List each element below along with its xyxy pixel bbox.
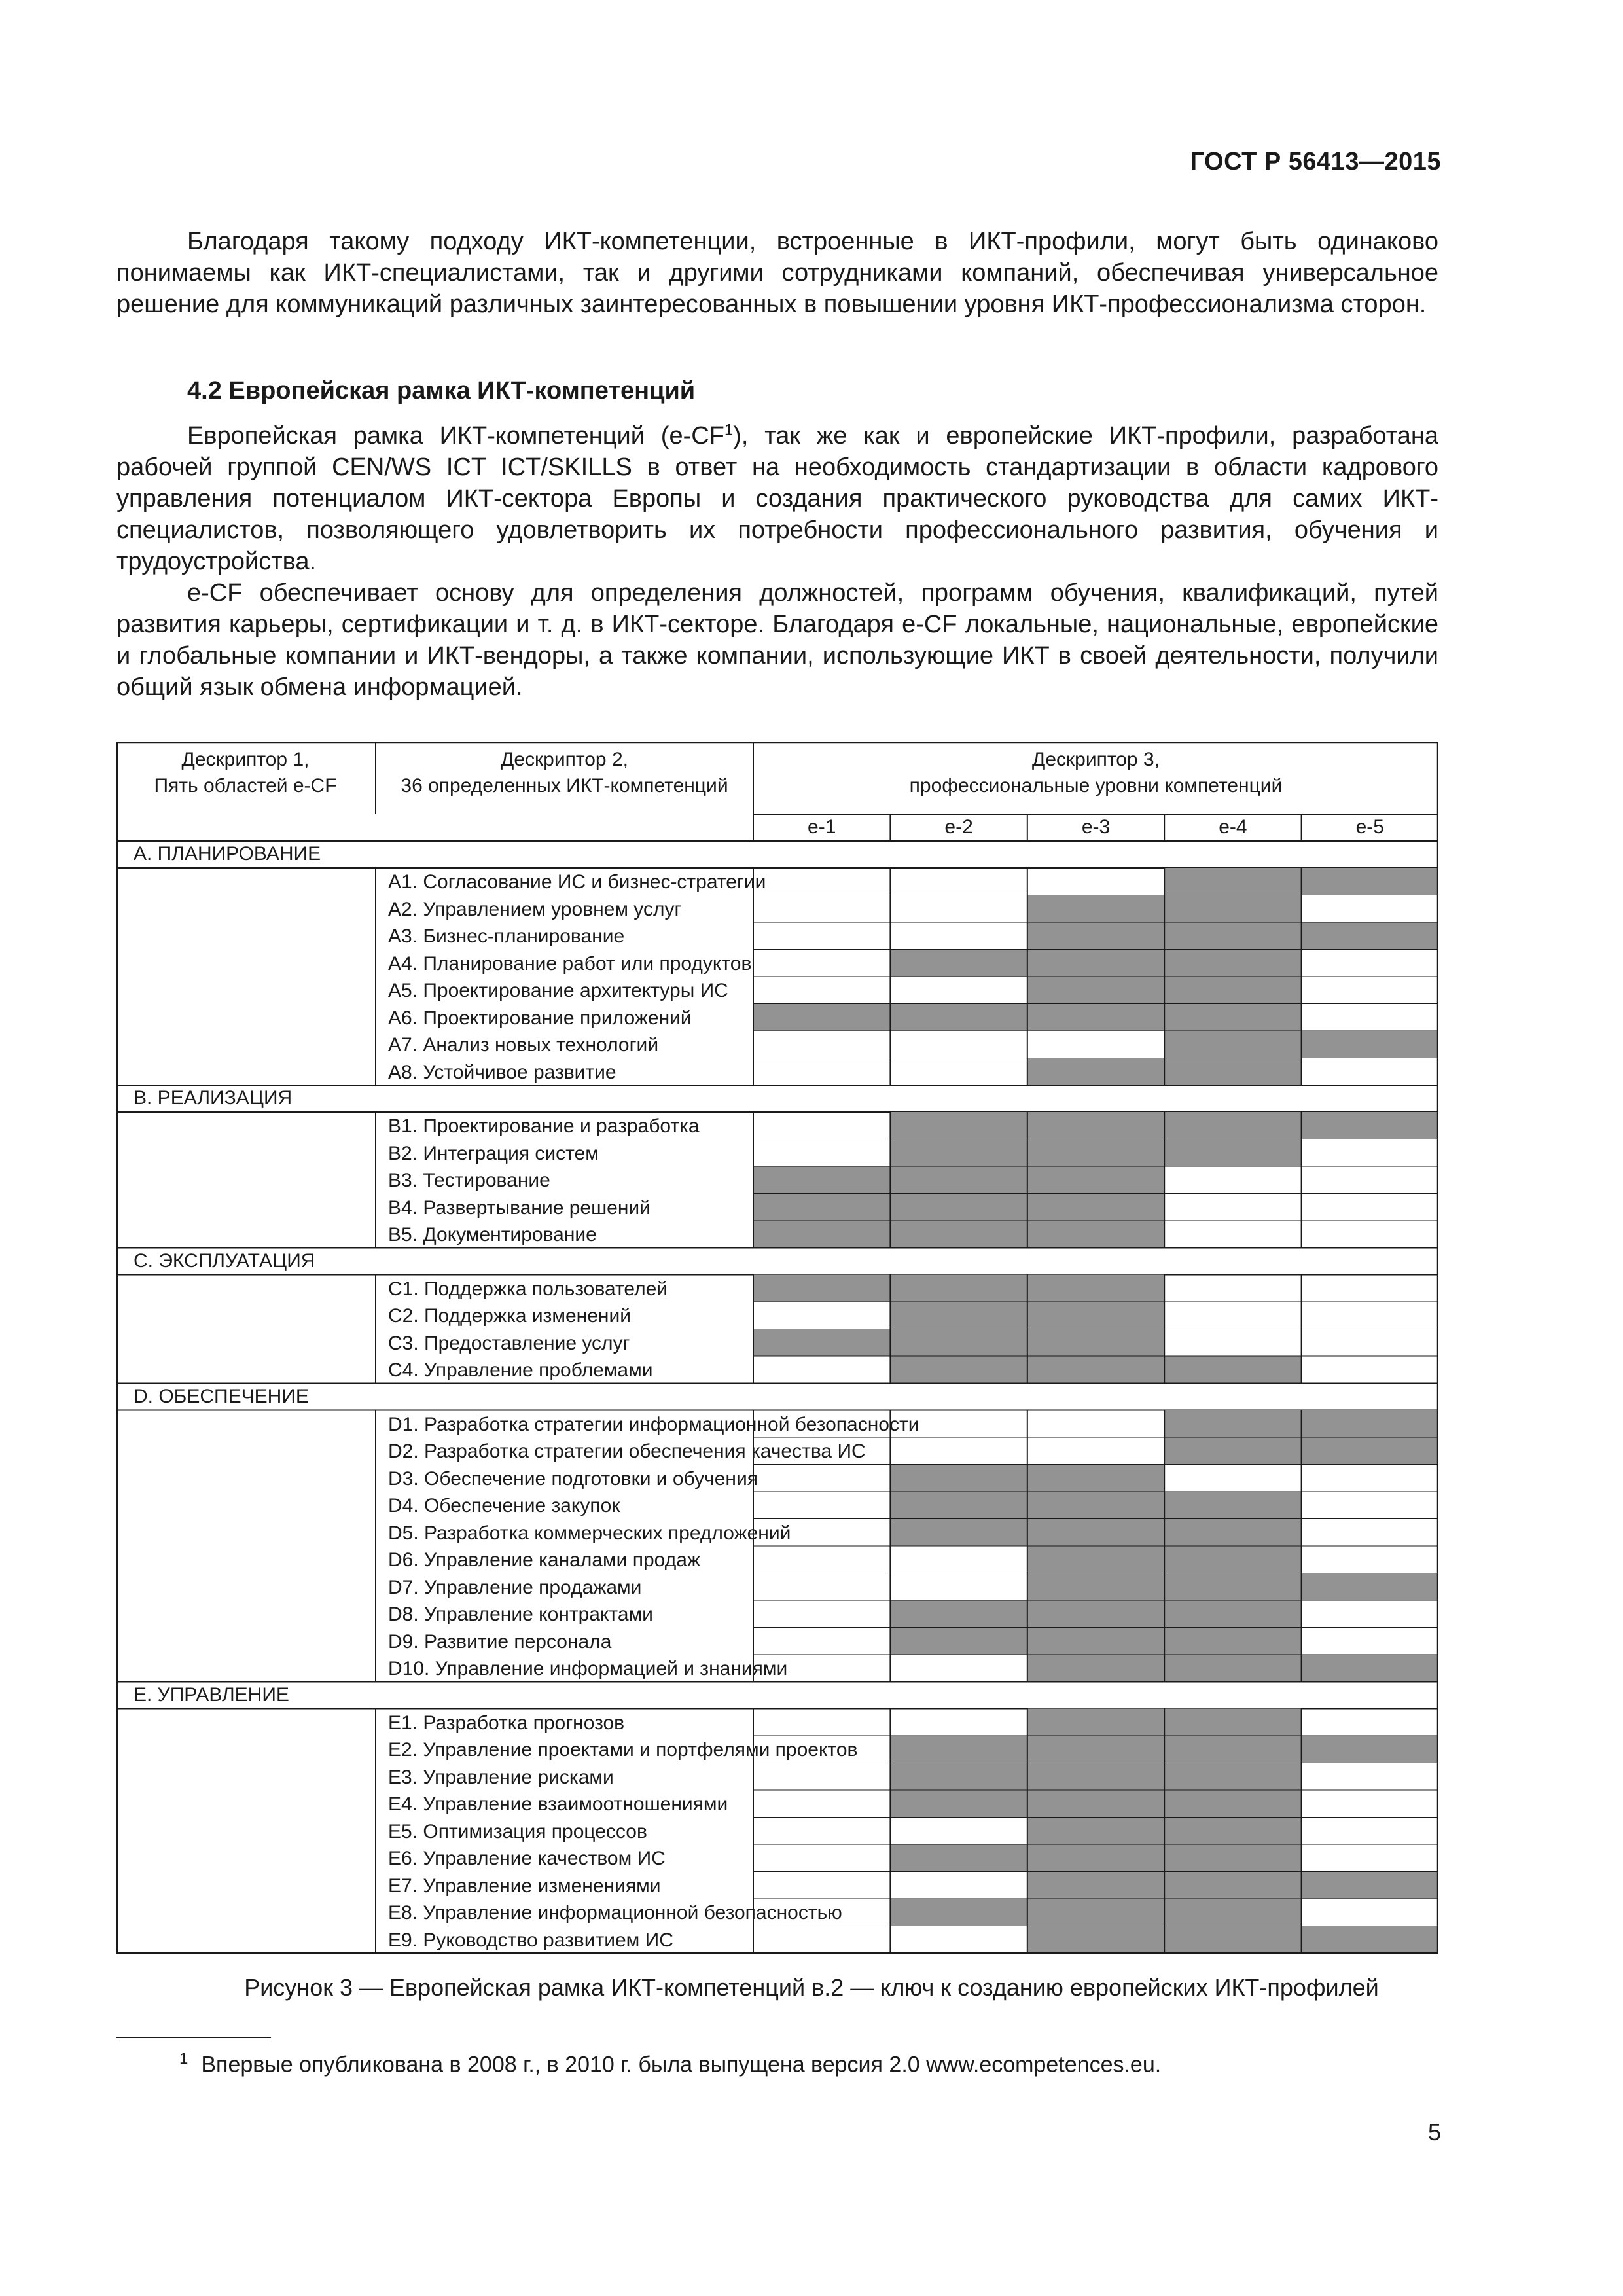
area-label: A. ПЛАНИРОВАНИЕ xyxy=(134,843,321,865)
section-paragraph-2: e-CF обеспечивает основу для определения должностей, программ обучения, квалификаций, путей развития карьеры, сертификации и т. д. в ИКТ-секторе. Благодаря e-CF локальные, национальные, европейские и глобальные компании и ИКТ-вендоры, а также компании, использующие ИКТ в своей деятельности, получили общий язык обмена информацией. xyxy=(116,579,1439,701)
section-paragraph-1-start: Европейская рамка ИКТ-компетенций (e-CF xyxy=(187,422,724,450)
level-cell-shaded xyxy=(890,1139,1027,1167)
intro-paragraph-text: Благодаря такому подходу ИКТ-компетенции, встроенные в ИКТ-профили, могут быть одинаково понимаемы как ИКТ-специалистами, так и другими сотрудниками компаний, обеспечивая универсальное решение для коммуникаций различных заинтересованных в повышении уровня ИКТ-профессионализма сторон. xyxy=(116,228,1438,318)
level-cell-shaded xyxy=(1164,1546,1301,1573)
area-label: D. ОБЕСПЕЧЕНИЕ xyxy=(134,1385,309,1407)
competence-row: C2. Поддержка изменений xyxy=(388,1305,632,1327)
level-cell-shaded xyxy=(1164,950,1301,977)
level-cell-shaded xyxy=(1027,1492,1164,1519)
section-paragraph-1 xyxy=(116,420,1438,577)
level-cell-shaded xyxy=(1027,1872,1164,1899)
level-cell-shaded xyxy=(753,1329,890,1357)
level-cell-shaded xyxy=(1164,1872,1301,1899)
level-cell-shaded xyxy=(753,1275,890,1302)
area-label: E. УПРАВЛЕНИЕ xyxy=(134,1683,289,1706)
level-cell-shaded xyxy=(753,1221,890,1248)
level-cell-shaded xyxy=(1027,1465,1164,1492)
competence-row: B3. Тестирование xyxy=(388,1170,550,1191)
competence-row: D1. Разработка стратегии информационной безопасности xyxy=(388,1413,919,1435)
competence-row: D7. Управление продажами xyxy=(388,1576,642,1598)
level-cell-shaded xyxy=(1302,1872,1438,1899)
footnote-text: Впервые опубликована в 2008 г., в 2010 г. была выпущена версия 2.0 www.ecompetences.eu. xyxy=(201,2052,1162,2077)
level-cell-shaded xyxy=(1164,1600,1301,1628)
level-cell-shaded xyxy=(1164,1519,1301,1547)
standard-code: ГОСТ Р 56413—2015 xyxy=(1190,148,1441,175)
level-cell-shaded xyxy=(1027,1139,1164,1167)
competence-row: B1. Проектирование и разработка xyxy=(388,1115,700,1137)
competence-row: D5. Разработка коммерческих предложений xyxy=(388,1522,791,1544)
header-descriptor-1-subtitle: Пять областей e-CF xyxy=(154,775,337,797)
level-cell-shaded xyxy=(890,1166,1027,1194)
level-cell-shaded xyxy=(1164,1655,1301,1682)
section-heading: 4.2 Европейская рамка ИКТ-компетенций xyxy=(187,377,696,404)
footnote-reference: 1 xyxy=(724,421,734,439)
table-grid xyxy=(116,742,1438,1954)
level-cell-shaded xyxy=(1302,1655,1438,1682)
level-cell-shaded xyxy=(1302,868,1438,895)
competence-row: E4. Управление взаимоотношениями xyxy=(388,1793,728,1815)
level-cell-shaded xyxy=(890,950,1027,977)
level-cell-shaded xyxy=(1027,1899,1164,1926)
level-cell-shaded xyxy=(1027,1844,1164,1872)
footnote-number: 1 xyxy=(179,2050,188,2068)
level-header-e-1: e-1 xyxy=(808,816,836,838)
competence-row: D8. Управление контрактами xyxy=(388,1604,653,1625)
level-cell-shaded xyxy=(1302,1437,1438,1465)
level-cell-shaded xyxy=(890,1899,1027,1926)
competence-row: E3. Управление рисками xyxy=(388,1766,614,1788)
level-cell-shaded xyxy=(1164,1790,1301,1818)
level-cell-shaded xyxy=(1164,1058,1301,1086)
level-cell-shaded xyxy=(1027,1736,1164,1763)
level-cell-shaded xyxy=(1027,1600,1164,1628)
competence-row: A1. Согласование ИС и бизнес-стратегии xyxy=(388,871,766,893)
competence-row: E1. Разработка прогнозов xyxy=(388,1712,625,1734)
level-cell-shaded xyxy=(1302,1573,1438,1601)
level-cell-shaded xyxy=(890,1465,1027,1492)
ecf-competence-table xyxy=(116,742,1438,1954)
level-cell-shaded xyxy=(1302,922,1438,950)
level-cell-shaded xyxy=(1302,1736,1438,1763)
intro-paragraph xyxy=(116,226,1438,320)
level-cell-shaded xyxy=(1164,1004,1301,1031)
competence-row: E6. Управление качеством ИС xyxy=(388,1848,666,1869)
level-cell-shaded xyxy=(753,1166,890,1194)
competence-row: E2. Управление проектами и портфелями проектов xyxy=(388,1739,858,1761)
competence-row: A6. Проектирование приложений xyxy=(388,1007,692,1029)
header-descriptor-2 xyxy=(376,747,753,799)
level-cell-shaded xyxy=(1164,1031,1301,1058)
level-cell-shaded xyxy=(890,1763,1027,1791)
level-cell-shaded xyxy=(1027,1709,1164,1736)
level-cell-shaded xyxy=(1164,1736,1301,1763)
level-cell-shaded xyxy=(1302,1112,1438,1139)
level-cell-shaded xyxy=(1164,1112,1301,1139)
level-cell-shaded xyxy=(1027,1763,1164,1791)
page-number: 5 xyxy=(1427,2119,1441,2145)
level-cell-shaded xyxy=(1027,1926,1164,1954)
section-body xyxy=(116,420,1438,703)
competence-row: D4. Обеспечение закупок xyxy=(388,1495,620,1516)
competence-row: A3. Бизнес-планирование xyxy=(388,925,625,947)
footnote-separator xyxy=(116,2037,271,2038)
level-cell-shaded xyxy=(1164,977,1301,1004)
section-paragraph-1-end: ), так же как и европейские ИКТ-профили, разработана рабочей группой CEN/WS ICT ICT/SKILLS в ответ на необходимость стандартизации в области кадрового управления потенциалом ИКТ-сектора Европы и создания практического руководства для самих ИКТ-специалистов, позволяющего удовлетворить их потребности профессионального развития, обучения и трудоустройства. xyxy=(116,422,1438,575)
level-cell-shaded xyxy=(753,1194,890,1221)
level-cell-shaded xyxy=(1302,1031,1438,1058)
level-cell-shaded xyxy=(1164,1763,1301,1791)
competence-row: A2. Управлением уровнем услуг xyxy=(388,898,682,920)
level-cell-shaded xyxy=(890,1329,1027,1357)
level-header-e-4: e-4 xyxy=(1219,816,1247,838)
competence-row: A4. Планирование работ или продуктов xyxy=(388,952,752,975)
level-cell-shaded xyxy=(753,1004,890,1031)
competence-row: D10. Управление информацией и знаниями xyxy=(388,1658,788,1679)
level-cell-shaded xyxy=(890,1004,1027,1031)
level-cell-shaded xyxy=(1027,922,1164,950)
competence-row: A7. Анализ новых технологий xyxy=(388,1034,659,1056)
level-cell-shaded xyxy=(1027,1573,1164,1601)
level-cell-shaded xyxy=(1027,977,1164,1004)
header-descriptor-2-title: Дескриптор 2, xyxy=(501,749,628,770)
level-cell-shaded xyxy=(1027,1221,1164,1248)
level-cell-shaded xyxy=(1027,1628,1164,1655)
level-cell-shaded xyxy=(890,1275,1027,1302)
level-cell-shaded xyxy=(890,1736,1027,1763)
level-cell-shaded xyxy=(1164,1437,1301,1465)
level-header-e-3: e-3 xyxy=(1081,816,1111,838)
header-descriptor-2-subtitle: 36 определенных ИКТ-компетенций xyxy=(401,775,728,797)
level-cell-shaded xyxy=(1164,922,1301,950)
level-cell-shaded xyxy=(1027,1166,1164,1194)
level-cell-shaded xyxy=(1164,1356,1301,1384)
level-cell-shaded xyxy=(890,1194,1027,1221)
level-cell-shaded xyxy=(890,1356,1027,1384)
level-cell-shaded xyxy=(1164,1709,1301,1736)
level-cell-shaded xyxy=(890,1302,1027,1329)
level-cell-shaded xyxy=(890,1492,1027,1519)
level-cell-shaded xyxy=(1027,1519,1164,1547)
level-cell-shaded xyxy=(1027,1655,1164,1682)
footnote xyxy=(179,2050,1162,2077)
header-descriptor-1-title: Дескриптор 1, xyxy=(181,749,310,770)
level-cell-shaded xyxy=(1164,895,1301,923)
level-cell-shaded xyxy=(890,1221,1027,1248)
level-cell-shaded xyxy=(1027,1818,1164,1845)
level-cell-shaded xyxy=(1027,1058,1164,1086)
level-cell-shaded xyxy=(890,1628,1027,1655)
level-cell-shaded xyxy=(1164,1818,1301,1845)
competence-row: B4. Развертывание решений xyxy=(388,1196,651,1219)
competence-row: B2. Интеграция систем xyxy=(388,1142,599,1164)
level-cell-shaded xyxy=(1027,1112,1164,1139)
level-header-e-2: e-2 xyxy=(944,816,973,838)
level-cell-shaded xyxy=(1302,1926,1438,1954)
figure-caption: Рисунок 3 — Европейская рамка ИКТ-компетенций в.2 — ключ к созданию европейских ИКТ-профилей xyxy=(244,1974,1379,2001)
level-cell-shaded xyxy=(1027,1004,1164,1031)
header-descriptor-3-subtitle: профессиональные уровни компетенций xyxy=(909,775,1283,797)
competence-row: E7. Управление изменениями xyxy=(388,1874,661,1897)
level-cell-shaded xyxy=(1027,1790,1164,1818)
level-cell-shaded xyxy=(1164,1573,1301,1601)
level-cell-shaded xyxy=(1164,868,1301,895)
level-cell-shaded xyxy=(1027,1302,1164,1329)
level-cell-shaded xyxy=(1164,1899,1301,1926)
level-cell-shaded xyxy=(1027,1356,1164,1384)
level-cell-shaded xyxy=(1164,1628,1301,1655)
level-cell-shaded xyxy=(1164,1492,1301,1519)
level-cell-shaded xyxy=(890,1600,1027,1628)
level-cell-shaded xyxy=(1027,950,1164,977)
header-descriptor-3 xyxy=(753,747,1438,799)
level-cell-shaded xyxy=(1164,1410,1301,1438)
area-label: C. ЭКСПЛУАТАЦИЯ xyxy=(134,1249,315,1272)
competence-row: E8. Управление информационной безопасностью xyxy=(388,1902,842,1924)
level-cell-shaded xyxy=(1302,1410,1438,1438)
competence-row: C3. Предоставление услуг xyxy=(388,1332,630,1354)
level-cell-shaded xyxy=(890,1844,1027,1872)
level-cell-shaded xyxy=(1164,1139,1301,1167)
level-cell-shaded xyxy=(890,1519,1027,1547)
competence-row: D6. Управление каналами продаж xyxy=(388,1549,700,1571)
level-cell-shaded xyxy=(1027,1194,1164,1221)
competence-row: D2. Разработка стратегии обеспечения качества ИС xyxy=(388,1441,866,1462)
competence-row: C4. Управление проблемами xyxy=(388,1359,653,1381)
competence-row: E5. Оптимизация процессов xyxy=(388,1820,647,1842)
competence-row: C1. Поддержка пользователей xyxy=(388,1278,668,1300)
competence-row: B5. Документирование xyxy=(388,1224,597,1246)
level-cell-shaded xyxy=(1164,1926,1301,1954)
level-header-e-5: e-5 xyxy=(1355,816,1384,838)
competence-row: E9. Руководство развитием ИС xyxy=(388,1929,673,1951)
competence-row: D9. Развитие персонала xyxy=(388,1630,612,1653)
level-cell-shaded xyxy=(1027,1546,1164,1573)
header-descriptor-3-title: Дескриптор 3, xyxy=(1032,749,1160,770)
level-cell-shaded xyxy=(890,1112,1027,1139)
level-cell-shaded xyxy=(1027,1329,1164,1357)
level-cell-shaded xyxy=(1027,895,1164,923)
competence-row: A5. Проектирование архитектуры ИС xyxy=(388,980,728,1001)
level-cell-shaded xyxy=(1164,1844,1301,1872)
level-cell-shaded xyxy=(1027,1275,1164,1302)
competence-row: D3. Обеспечение подготовки и обучения xyxy=(388,1467,758,1490)
header-descriptor-1 xyxy=(116,747,374,799)
level-cell-shaded xyxy=(890,1790,1027,1818)
competence-row: A8. Устойчивое развитие xyxy=(388,1061,616,1083)
area-label: B. РЕАЛИЗАЦИЯ xyxy=(134,1087,293,1109)
